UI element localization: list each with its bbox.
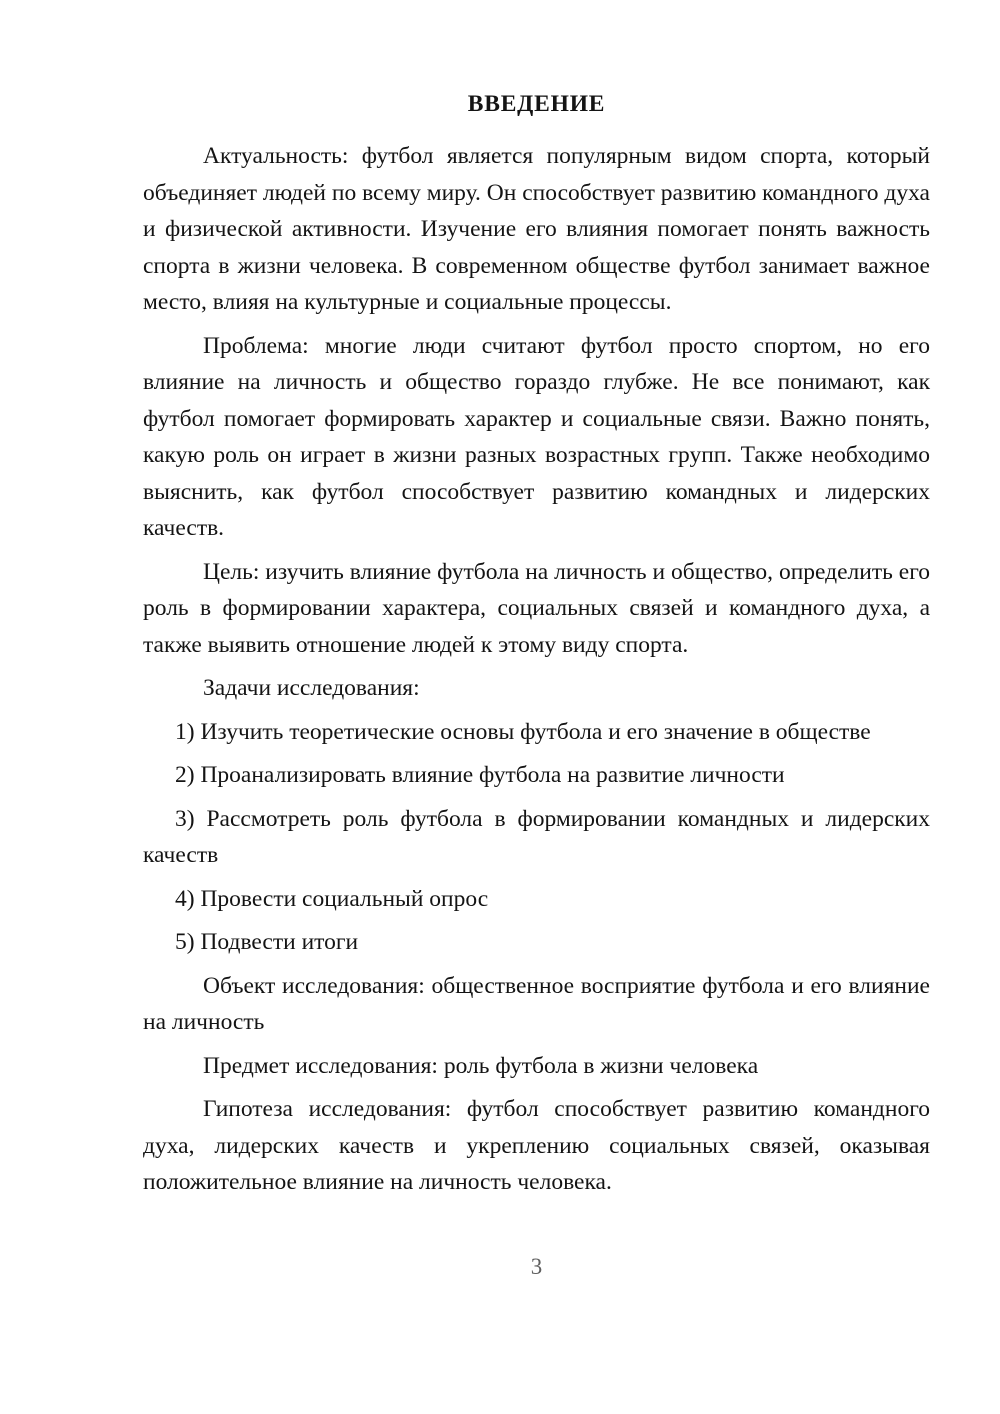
task-item-1: 1) Изучить теоретические основы футбола и его значение в обществе xyxy=(175,718,871,745)
section-title: ВВЕДЕНИЕ xyxy=(467,91,606,117)
task-item-2: 2) Проанализировать влияние футбола на развитие личности xyxy=(175,762,785,788)
paragraph-object: Объект исследования: общественное восприятие футбола и его влияние на личность xyxy=(143,972,930,1035)
task-item-5: 5) Подвести итоги xyxy=(175,929,359,955)
paragraph-relevance: Актуальность: футбол является популярным видом спорта, который объединяет людей по всему миру. Он способствует развитию командного духа и физической активности. Изучение его влияния помогает понять важность спорта в жизни человека. В современном обществе футбол занимает важное место, влияя на культурные и социальные процессы. xyxy=(143,143,930,315)
page-number: 3 xyxy=(530,1253,543,1279)
paragraph-goal: Цель: изучить влияние футбола на личность и общество, определить его роль в формировании характера, социальных связей и командного духа, а также выявить отношение людей к этому виду спорта. xyxy=(143,558,930,658)
paragraph-problem: Проблема: многие люди считают футбол просто спортом, но его влияние на личность и общество гораздо глубже. Не все понимают, как футбол помогает формировать характер и социальные связи. Важно понять, какую роль он играет в жизни разных возрастных групп. Также необходимо выяснить, как футбол способствует развитию командных и лидерских качеств. xyxy=(143,332,930,541)
paragraph-subject: Предмет исследования: роль футбола в жизни человека xyxy=(203,1052,759,1079)
task-item-3: 3) Рассмотреть роль футбола в формировании командных и лидерских качеств xyxy=(143,805,930,868)
task-item-4: 4) Провести социальный опрос xyxy=(175,885,489,912)
tasks-heading: Задачи исследования: xyxy=(203,675,420,701)
paragraph-hypothesis: Гипотеза исследования: футбол способствует развитию командного духа, лидерских качеств и укреплению социальных связей, оказывая положительное влияние на личность человека. xyxy=(143,1096,930,1195)
